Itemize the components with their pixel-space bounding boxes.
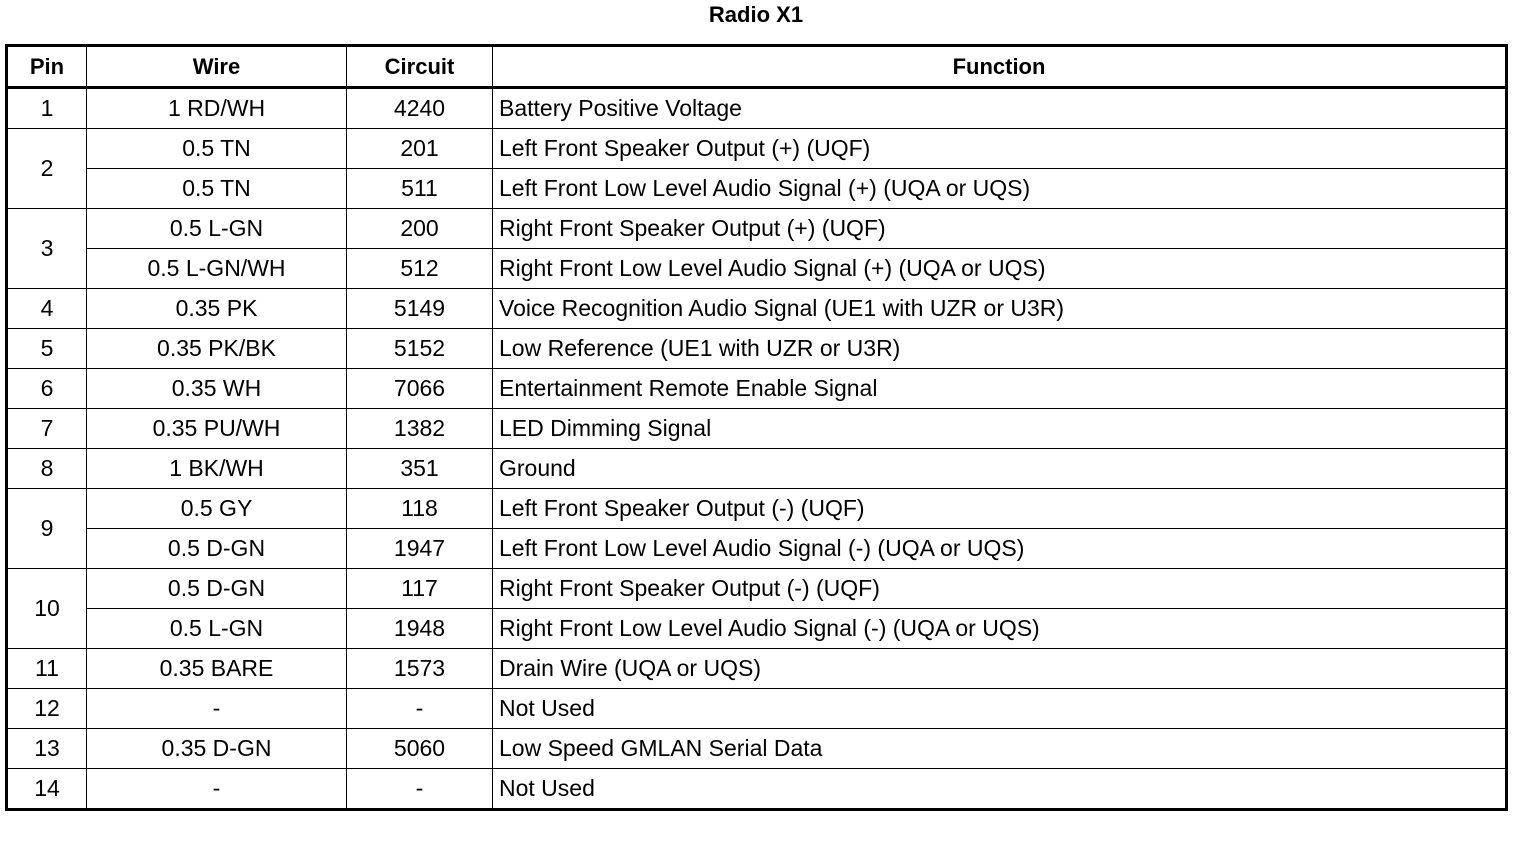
pin-cell: 7 — [7, 409, 87, 449]
circuit-cell: 118 — [347, 489, 493, 529]
table-row — [7, 329, 1507, 369]
pin-cell: 10 — [7, 569, 87, 649]
circuit-cell: 5152 — [347, 329, 493, 369]
header-wire: Wire — [87, 46, 347, 88]
circuit-cell: - — [347, 689, 493, 729]
wire-cell: - — [87, 769, 347, 810]
function-cell: Low Reference (UE1 with UZR or U3R) — [493, 329, 1507, 369]
table-title: Radio X1 — [708, 2, 804, 27]
table-row — [7, 769, 1507, 810]
circuit-cell: 200 — [347, 209, 493, 249]
table-row — [7, 729, 1507, 769]
wire-cell: 0.5 L-GN — [87, 609, 347, 649]
connector-pinout-table — [5, 44, 1508, 811]
wire-cell: 0.35 WH — [87, 369, 347, 409]
circuit-cell: 512 — [347, 249, 493, 289]
wire-cell: - — [87, 689, 347, 729]
circuit-cell: 201 — [347, 129, 493, 169]
header-circuit: Circuit — [347, 46, 493, 88]
function-cell: Ground — [493, 449, 1507, 489]
function-cell: Right Front Low Level Audio Signal (-) (UQA or UQS) — [493, 609, 1507, 649]
table-row — [7, 249, 1507, 289]
table-body — [7, 88, 1507, 810]
wire-cell: 0.5 GY — [87, 489, 347, 529]
wire-cell: 0.5 TN — [87, 169, 347, 209]
pin-cell: 6 — [7, 369, 87, 409]
function-cell: Left Front Speaker Output (-) (UQF) — [493, 489, 1507, 529]
pin-cell: 3 — [7, 209, 87, 289]
circuit-cell: 7066 — [347, 369, 493, 409]
table-row — [7, 449, 1507, 489]
circuit-cell: 511 — [347, 169, 493, 209]
table-row — [7, 689, 1507, 729]
function-cell: Right Front Speaker Output (-) (UQF) — [493, 569, 1507, 609]
table-row — [7, 209, 1507, 249]
wire-cell: 0.35 BARE — [87, 649, 347, 689]
wire-cell: 0.35 PU/WH — [87, 409, 347, 449]
circuit-cell: 1573 — [347, 649, 493, 689]
wire-cell: 1 RD/WH — [87, 88, 347, 129]
function-cell: Voice Recognition Audio Signal (UE1 with UZR or U3R) — [493, 289, 1507, 329]
table-row — [7, 369, 1507, 409]
table-row — [7, 88, 1507, 129]
circuit-cell: 1947 — [347, 529, 493, 569]
function-cell: Low Speed GMLAN Serial Data — [493, 729, 1507, 769]
function-cell: Battery Positive Voltage — [493, 88, 1507, 129]
table-row — [7, 529, 1507, 569]
circuit-cell: 5149 — [347, 289, 493, 329]
pin-cell: 2 — [7, 129, 87, 209]
table-row — [7, 569, 1507, 609]
pin-cell: 9 — [7, 489, 87, 569]
wire-cell: 0.5 TN — [87, 129, 347, 169]
wire-cell: 0.35 PK/BK — [87, 329, 347, 369]
circuit-cell: 1948 — [347, 609, 493, 649]
pin-cell: 4 — [7, 289, 87, 329]
function-cell: Entertainment Remote Enable Signal — [493, 369, 1507, 409]
table-row — [7, 169, 1507, 209]
circuit-cell: - — [347, 769, 493, 810]
wire-cell: 0.5 D-GN — [87, 529, 347, 569]
circuit-cell: 117 — [347, 569, 493, 609]
pin-cell: 1 — [7, 88, 87, 129]
table-row — [7, 649, 1507, 689]
header-row — [7, 46, 1507, 88]
circuit-cell: 5060 — [347, 729, 493, 769]
table-row — [7, 409, 1507, 449]
header-pin: Pin — [7, 46, 87, 88]
function-cell: Right Front Low Level Audio Signal (+) (UQA or UQS) — [493, 249, 1507, 289]
wire-cell: 0.35 PK — [87, 289, 347, 329]
pin-cell: 11 — [7, 649, 87, 689]
pin-cell: 8 — [7, 449, 87, 489]
table-row — [7, 289, 1507, 329]
function-cell: Drain Wire (UQA or UQS) — [493, 649, 1507, 689]
pin-cell: 5 — [7, 329, 87, 369]
function-cell: Right Front Speaker Output (+) (UQF) — [493, 209, 1507, 249]
pin-cell: 12 — [7, 689, 87, 729]
pin-cell: 13 — [7, 729, 87, 769]
table-row — [7, 609, 1507, 649]
wire-cell: 0.5 D-GN — [87, 569, 347, 609]
wire-cell: 0.5 L-GN/WH — [87, 249, 347, 289]
function-cell: Left Front Speaker Output (+) (UQF) — [493, 129, 1507, 169]
wire-cell: 1 BK/WH — [87, 449, 347, 489]
table-row — [7, 129, 1507, 169]
wire-cell: 0.35 D-GN — [87, 729, 347, 769]
circuit-cell: 4240 — [347, 88, 493, 129]
circuit-cell: 1382 — [347, 409, 493, 449]
function-cell: Not Used — [493, 689, 1507, 729]
circuit-cell: 351 — [347, 449, 493, 489]
function-cell: LED Dimming Signal — [493, 409, 1507, 449]
table-row — [7, 489, 1507, 529]
function-cell: Not Used — [493, 769, 1507, 810]
wire-cell: 0.5 L-GN — [87, 209, 347, 249]
header-function: Function — [493, 46, 1507, 88]
function-cell: Left Front Low Level Audio Signal (+) (UQA or UQS) — [493, 169, 1507, 209]
function-cell: Left Front Low Level Audio Signal (-) (UQA or UQS) — [493, 529, 1507, 569]
pin-cell: 14 — [7, 769, 87, 810]
